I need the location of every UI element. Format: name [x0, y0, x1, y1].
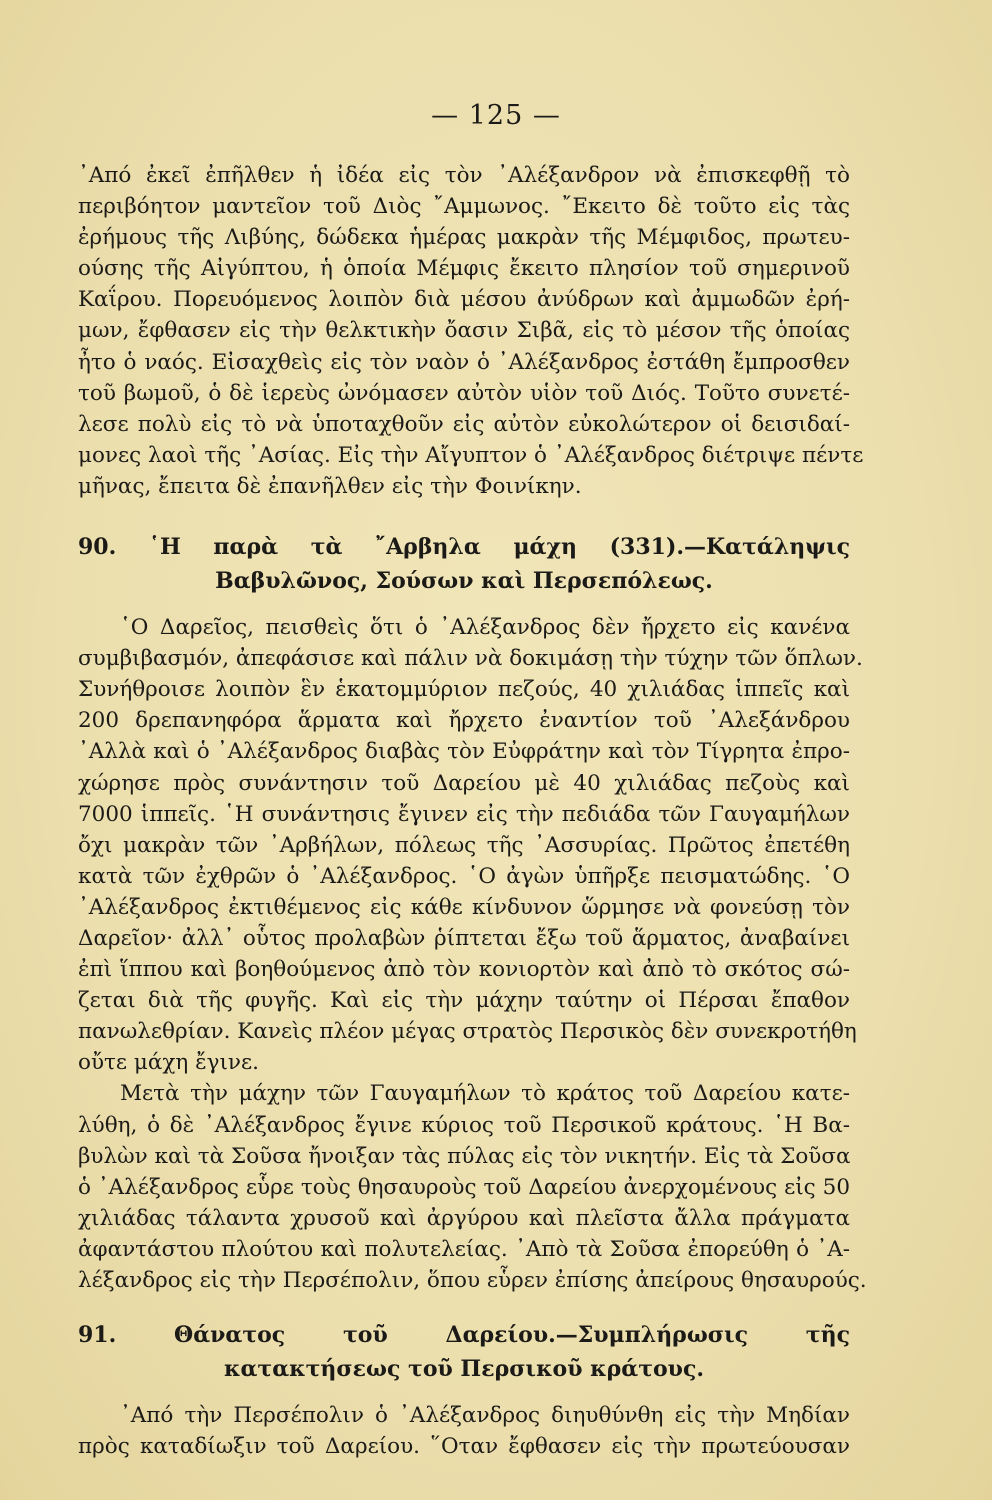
text-line: Καΐρου. Πορευόμενος λοιπὸν διὰ μέσου ἀνύδρων καὶ ἀμμωδῶν ἐρή-: [78, 287, 850, 313]
text-line: ᾿Αλέξανδρος ἐκτιθέμενος εἰς κάθε κίνδυνον ὥρμησε νὰ φονεύσῃ τὸν: [78, 894, 850, 920]
text-line: ῾Ο Δαρεῖος, πεισθεὶς ὅτι ὁ ᾿Αλέξανδρος δὲν ἤρχετο εἰς κανένα: [120, 615, 850, 641]
text-line: μονες λαοὶ τῆς ᾿Ασίας. Εἰς τὴν Αἴγυπτον ὁ ᾿Αλέξανδρος διέτριψε πέντε: [78, 442, 864, 468]
intro-paragraph: [78, 160, 864, 502]
text-line: ᾿Από ἐκεῖ ἐπῆλθεν ἡ ἰδέα εἰς τὸν ᾿Αλέξανδρον νὰ ἐπισκεφθῇ τὸ: [78, 163, 850, 188]
text-line: ἐρήμους τῆς Λιβύης, δώδεκα ἡμέρας μακρὰν τῆς Μέμφιδος, πρωτευ-: [78, 225, 850, 251]
section-91-heading-line-2: κατακτήσεως τοῦ Περσικοῦ κράτους.: [223, 1356, 704, 1383]
text-line: 200 δρεπανηφόρα ἅρματα καὶ ἤρχετο ἐναντίον τοῦ ᾿Αλεξάνδρου: [78, 708, 850, 734]
text-line: ᾿Από τὴν Περσέπολιν ὁ ᾿Αλέξανδρος διηυθύνθη εἰς τὴν Μηδίαν: [120, 1403, 850, 1429]
section-90-heading-line-1: 90. ῾Η παρὰ τὰ ῎Αρβηλα μάχη (331).—Κατάληψις: [78, 534, 850, 561]
text-line: 7000 ἱππεῖς. ῾Η συνάντησις ἔγινεν εἰς τὴν πεδιάδα τῶν Γαυγαμήλων: [78, 801, 850, 827]
text-line: πανωλεθρίαν. Κανεὶς πλέον μέγας στρατὸς Περσικὸς δὲν συνεκροτήθη: [78, 1019, 857, 1045]
text-line: ούσης τῆς Αἰγύπτου, ἡ ὁποία Μέμφις ἔκειτο πλησίον τοῦ σημερινοῦ: [78, 256, 850, 282]
text-line: ὄχι μακρὰν τῶν ᾿Αρβήλων, πόλεως τῆς ᾿Ασσυρίας. Πρῶτος ἐπετέθη: [78, 832, 850, 858]
section-91-heading: [78, 1318, 850, 1386]
section-91-paragraph-1: [78, 1400, 850, 1462]
text-line: πρὸς καταδίωξιν τοῦ Δαρείου. ῞Οταν ἔφθασεν εἰς τὴν πρωτεύουσαν: [78, 1434, 850, 1460]
spacer: [78, 1386, 850, 1400]
section-90-paragraph-2: [78, 1078, 867, 1296]
text-line: ἀφαντάστου πλούτου καὶ πολυτελείας. ᾿Απὸ τὰ Σοῦσα ἐπορεύθη ὁ ᾿Α-: [78, 1236, 850, 1262]
text-line: ἦτο ὁ ναός. Εἰσαχθεὶς εἰς τὸν ναὸν ὁ ᾿Αλέξανδρος ἐστάθη ἔμπροσθεν: [78, 349, 850, 375]
text-line: λύθη, ὁ δὲ ᾿Αλέξανδρος ἔγινε κύριος τοῦ Περσικοῦ κράτους. ῾Η Βα-: [78, 1112, 850, 1138]
text-line: κατὰ τῶν ἐχθρῶν ὁ ᾿Αλέξανδρος. ῾Ο ἀγὼν ὑπῆρξε πεισματώδης. ῾Ο: [78, 863, 850, 889]
text-line: μων, ἔφθασεν εἰς τὴν θελκτικὴν ὄασιν Σιβᾶ, εἰς τὸ μέσον τῆς ὁποίας: [78, 318, 850, 344]
page-content: [78, 160, 867, 1462]
text-line: οὔτε μάχη ἔγινε.: [78, 1050, 259, 1076]
section-90-paragraph-1: [78, 612, 863, 1078]
section-91-heading-line-1: 91. Θάνατος τοῦ Δαρείου.—Συμπλήρωσις τῆς: [78, 1322, 850, 1349]
text-line: βυλὼν καὶ τὰ Σοῦσα ἤνοιξαν τὰς πύλας εἰς τὸν νικητήν. Εἰς τὰ Σοῦσα: [78, 1143, 851, 1169]
page-number: — 125 —: [431, 100, 561, 131]
text-line: ᾿Αλλὰ καὶ ὁ ᾿Αλέξανδρος διαβὰς τὸν Εὐφράτην καὶ τὸν Τίγρητα ἐπρο-: [78, 739, 850, 765]
spacer: [78, 502, 850, 530]
section-90-heading-line-2: Βαβυλῶνος, Σούσων καὶ Περσεπόλεως.: [215, 568, 713, 595]
text-line: περιβόητον μαντεῖον τοῦ Διὸς ῎Αμμωνος. ῎Εκειτο δὲ τοῦτο εἰς τὰς: [78, 194, 850, 220]
text-line: ζεται διὰ τῆς φυγῆς. Καὶ εἰς τὴν μάχην ταύτην οἱ Πέρσαι ἔπαθον: [78, 988, 850, 1014]
text-line: ὁ ᾿Αλέξανδρος εὗρε τοὺς θησαυροὺς τοῦ Δαρείου ἀνερχομένους εἰς 50: [78, 1174, 850, 1200]
text-line: συμβιβασμόν, ἀπεφάσισε καὶ πάλιν νὰ δοκιμάσῃ τὴν τύχην τῶν ὅπλων.: [78, 646, 863, 672]
section-90-heading: [78, 530, 850, 598]
text-line: Συνήθροισε λοιπὸν ἓν ἑκατομμύριον πεζούς, 40 χιλιάδας ἱππεῖς καὶ: [78, 677, 850, 703]
spacer: [78, 1296, 850, 1318]
text-line: Μετὰ τὴν μάχην τῶν Γαυγαμήλων τὸ κράτος τοῦ Δαρείου κατε-: [120, 1081, 850, 1107]
text-line: μῆνας, ἔπειτα δὲ ἐπανῆλθεν εἰς τὴν Φοινίκην.: [78, 473, 582, 499]
text-line: χώρησε πρὸς συνάντησιν τοῦ Δαρείου μὲ 40 χιλιάδας πεζοὺς καὶ: [78, 770, 850, 796]
text-line: λεσε πολὺ εἰς τὸ νὰ ὑποταχθοῦν εἰς αὐτὸν εὐκολώτερον οἱ δεισιδαί-: [78, 411, 850, 437]
text-line: Δαρεῖον· ἀλλ᾿ οὗτος προλαβὼν ῥίπτεται ἔξω τοῦ ἅρματος, ἀναβαίνει: [78, 925, 850, 951]
text-line: λέξανδρος εἰς τὴν Περσέπολιν, ὅπου εὗρεν ἐπίσης ἀπείρους θησαυρούς.: [78, 1268, 867, 1293]
text-line: τοῦ βωμοῦ, ὁ δὲ ἱερεὺς ὠνόμασεν αὐτὸν υἱὸν τοῦ Διός. Τοῦτο συνετέ-: [78, 380, 850, 406]
spacer: [78, 598, 850, 612]
text-line: χιλιάδας τάλαντα χρυσοῦ καὶ ἀργύρου καὶ πλεῖστα ἄλλα πράγματα: [78, 1205, 850, 1231]
text-line: ἐπὶ ἵππου καὶ βοηθούμενος ἀπὸ τὸν κονιορτὸν καὶ ἀπὸ τὸ σκότος σώ-: [78, 957, 850, 983]
